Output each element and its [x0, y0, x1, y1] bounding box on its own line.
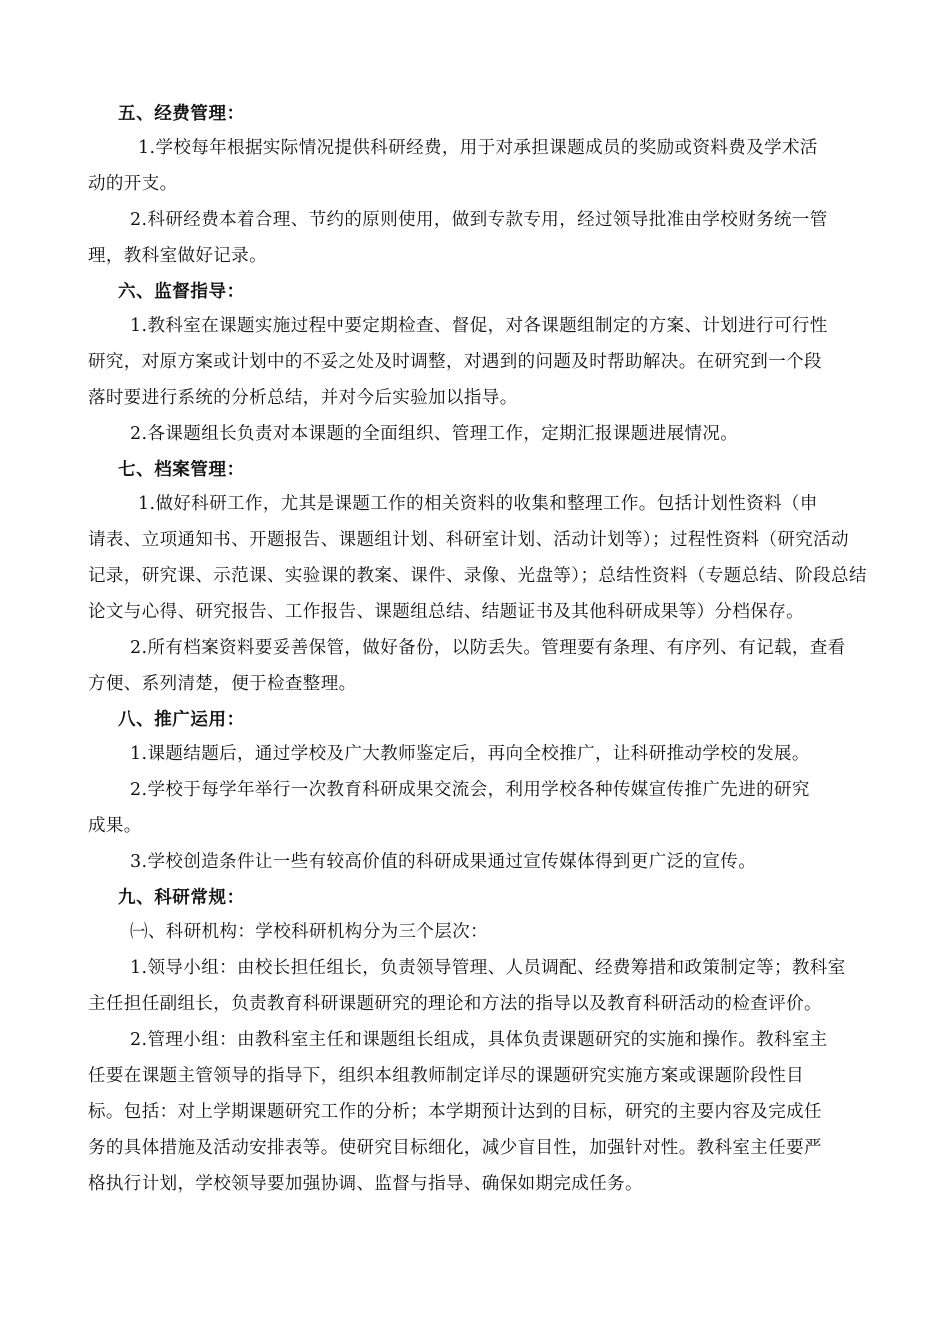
- paragraph-line: 论文与心得、研究报告、工作报告、课题组总结、结题证书及其他科研成果等）分档保存。: [88, 602, 804, 622]
- paragraph-line: 1.学校每年根据实际情况提供科研经费，用于对承担课题成员的奖励或资料费及学术活: [138, 138, 818, 158]
- paragraph-line: 动的开支。: [88, 174, 178, 194]
- paragraph-line: 研究，对原方案或计划中的不妥之处及时调整，对遇到的问题及时帮助解决。在研究到一个段: [88, 352, 822, 372]
- section-heading-archives: 七、档案管理：: [118, 460, 245, 480]
- paragraph-line: 务的具体措施及活动安排表等。使研究目标细化，减少盲目性，加强针对性。教科室主任要严: [88, 1138, 822, 1158]
- section-heading-funding: 五、经费管理：: [118, 104, 245, 124]
- paragraph-line: ㈠、科研机构：学校科研机构分为三个层次：: [130, 922, 488, 942]
- section-heading-promotion: 八、推广运用：: [118, 710, 245, 730]
- paragraph-line: 记录，研究课、示范课、实验课的教案、课件、录像、光盘等）；总结性资料（专题总结、阶段总结: [88, 566, 867, 586]
- paragraph-line: 1.领导小组：由校长担任组长，负责领导管理、人员调配、经费筹措和政策制定等；教科室: [130, 958, 846, 978]
- paragraph-line: 1.做好科研工作，尤其是课题工作的相关资料的收集和整理工作。包括计划性资料（申: [138, 494, 818, 514]
- paragraph-line: 请表、立项通知书、开题报告、课题组计划、科研室计划、活动计划等）；过程性资料（研究活动: [88, 530, 849, 550]
- paragraph-line: 1.课题结题后，通过学校及广大教师鉴定后，再向全校推广，让科研推动学校的发展。: [130, 744, 810, 764]
- paragraph-line: 方便、系列清楚，便于检查整理。: [88, 674, 357, 694]
- paragraph-line: 3.学校创造条件让一些有较高价值的科研成果通过宣传媒体得到更广泛的宣传。: [130, 852, 757, 872]
- paragraph-line: 标。包括：对上学期课题研究工作的分析；本学期预计达到的目标，研究的主要内容及完成任: [88, 1102, 822, 1122]
- section-heading-supervision: 六、监督指导：: [118, 282, 245, 302]
- paragraph-line: 成果。: [88, 816, 142, 836]
- paragraph-line: 落时要进行系统的分析总结，并对今后实验加以指导。: [88, 388, 518, 408]
- paragraph-line: 2.学校于每学年举行一次教育科研成果交流会，利用学校各种传媒宣传推广先进的研究: [130, 780, 810, 800]
- paragraph-line: 2.科研经费本着合理、节约的原则使用，做到专款专用，经过领导批准由学校财务统一管: [130, 210, 828, 230]
- paragraph-line: 任要在课题主管领导的指导下，组织本组教师制定详尽的课题研究实施方案或课题阶段性目: [88, 1066, 804, 1086]
- paragraph-line: 1.教科室在课题实施过程中要定期检查、督促，对各课题组制定的方案、计划进行可行性: [130, 316, 828, 336]
- section-heading-routine: 九、科研常规：: [118, 888, 245, 908]
- paragraph-line: 2.各课题组长负责对本课题的全面组织、管理工作，定期汇报课题进展情况。: [130, 424, 739, 444]
- paragraph-line: 2.所有档案资料要妥善保管，做好备份，以防丢失。管理要有条理、有序列、有记载，查看: [130, 638, 846, 658]
- paragraph-line: 格执行计划，学校领导要加强协调、监督与指导、确保如期完成任务。: [88, 1174, 643, 1194]
- paragraph-line: 2.管理小组：由教科室主任和课题组长组成，具体负责课题研究的实施和操作。教科室主: [130, 1030, 828, 1050]
- paragraph-line: 主任担任副组长，负责教育科研课题研究的理论和方法的指导以及教育科研活动的检查评价。: [88, 994, 822, 1014]
- paragraph-line: 理，教科室做好记录。: [88, 246, 267, 266]
